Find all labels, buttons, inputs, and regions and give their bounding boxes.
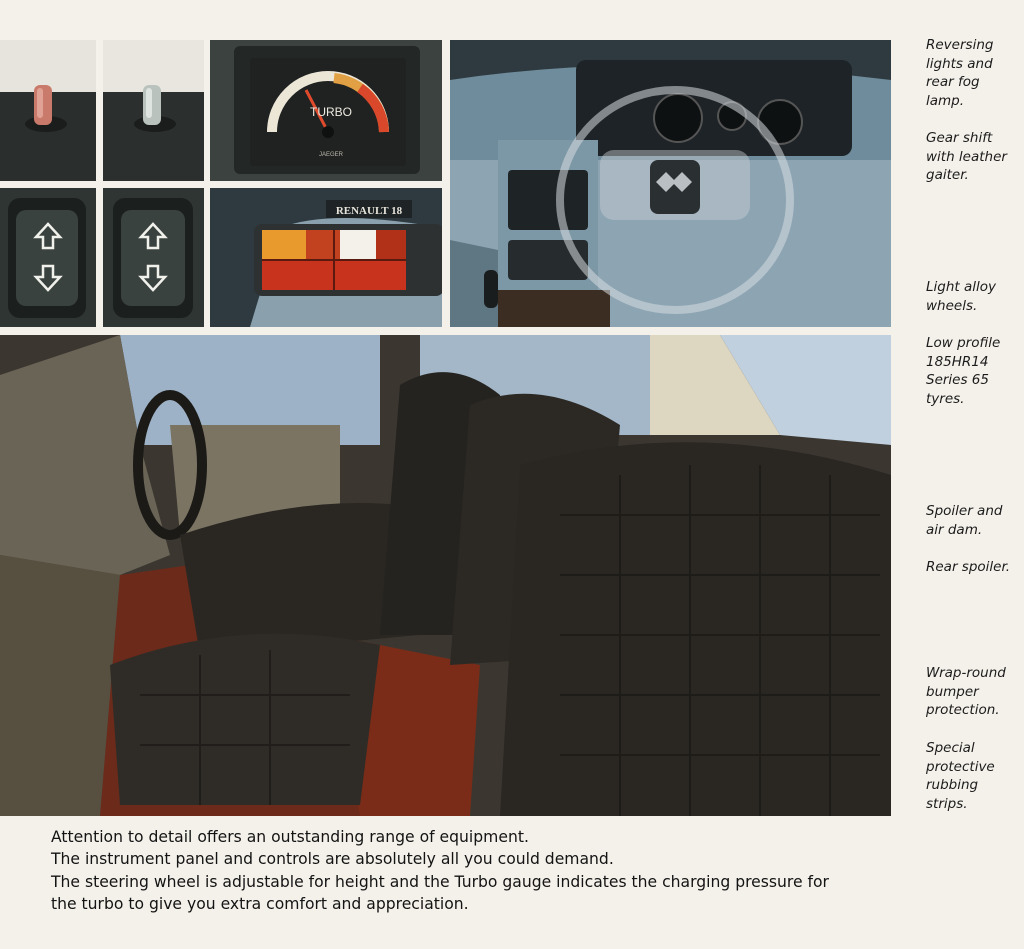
leather-interior-photo	[0, 335, 891, 816]
note-gear-shift: Gear shift with leather gaiter.	[926, 130, 1007, 184]
turbo-label: TURBO	[310, 105, 352, 119]
renault-18-badge: RENAULT 18	[335, 205, 403, 217]
note-alloy-wheels: Light alloy wheels.	[926, 279, 997, 314]
note-tyres: Low profile 185HR14 Series 65 tyres.	[926, 335, 1001, 407]
caption-line-2: The instrument panel and controls are absolutely all you could demand.	[51, 850, 614, 869]
note-rear-spoiler: Rear spoiler.	[926, 559, 1011, 575]
note-spoiler-air-dam: Spoiler and air dam.	[926, 503, 1003, 538]
note-reversing-lights: Reversing lights and rear fog lamp.	[926, 37, 994, 109]
caption-line-1: Attention to detail offers an outstanding range of equipment.	[51, 828, 529, 846]
note-bumper-protection: Wrap-round bumper protection.	[926, 665, 1006, 719]
body-caption	[51, 826, 931, 916]
caption-line-3: The steering wheel is adjustable for height and the Turbo gauge indicates the charging pressure for	[51, 872, 829, 891]
dashboard-photo	[450, 40, 891, 327]
window-switch-photo-right	[103, 188, 204, 327]
rear-light-photo	[210, 188, 442, 327]
fog-lamp-switch-photo	[0, 40, 96, 181]
note-rubbing-strips: Special protective rubbing strips.	[926, 740, 995, 812]
gauge-maker-label: JAEGER	[318, 152, 344, 158]
caption-line-4: the turbo to give you extra comfort and appreciation.	[51, 895, 469, 914]
reversing-lamp-switch-photo	[103, 40, 204, 181]
window-switch-photo-left	[0, 188, 96, 327]
turbo-gauge-photo	[210, 40, 442, 181]
